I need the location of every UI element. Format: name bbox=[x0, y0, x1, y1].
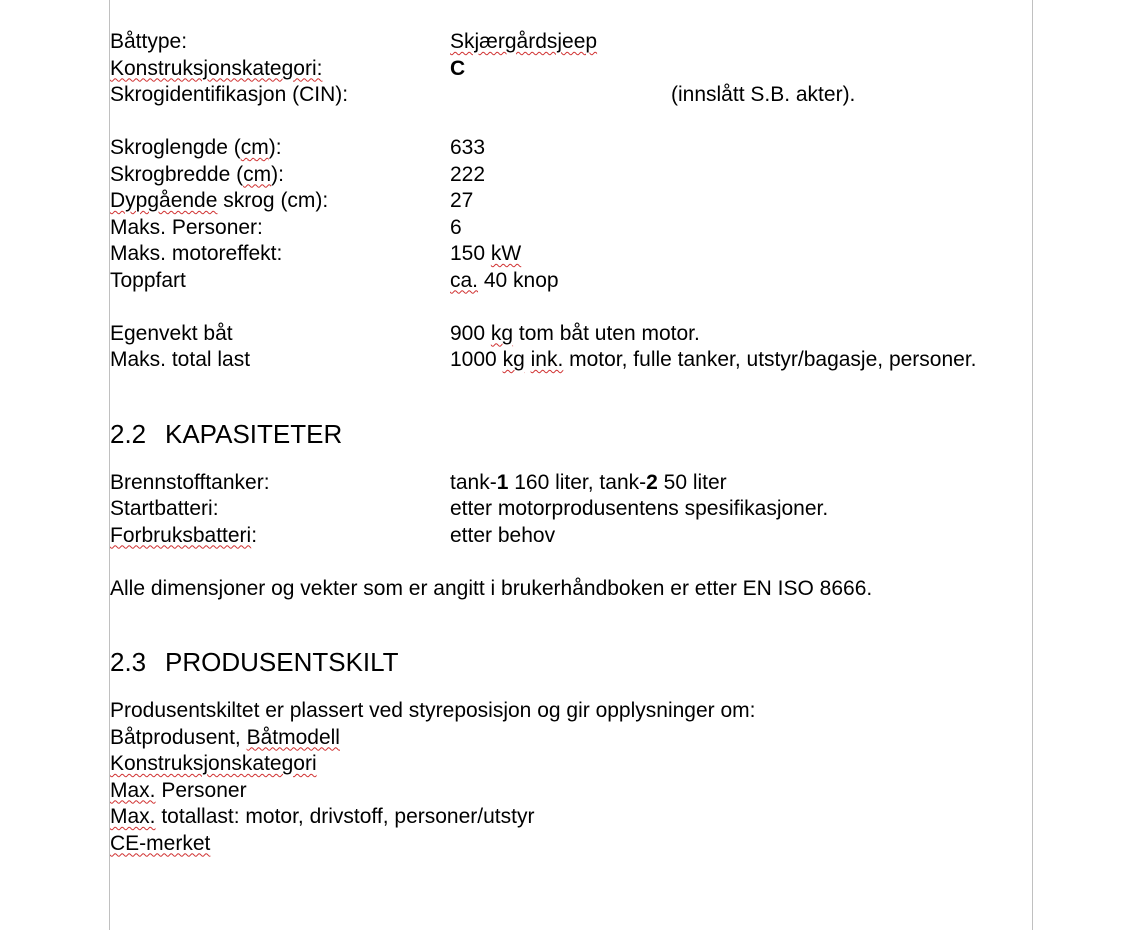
plate-item-category bbox=[110, 751, 1032, 778]
capacity-row-consumer-battery bbox=[110, 523, 1032, 550]
spacer bbox=[110, 602, 1032, 643]
spec-row-speed bbox=[110, 268, 1032, 295]
spec-row-persons bbox=[110, 215, 1032, 242]
width-label-end: ): bbox=[271, 162, 284, 186]
load-value-unit: kg bbox=[502, 348, 525, 371]
spec-row-power bbox=[110, 241, 1032, 268]
fuel-tank1-number: 1 bbox=[496, 470, 509, 494]
power-label: Maks. motoreffekt: bbox=[110, 242, 283, 265]
plate-item-total-load-text: totallast: motor, drivstoff, personer/utstyr bbox=[155, 805, 535, 828]
plate-item-category-text: Konstruksjonskategori bbox=[110, 752, 317, 775]
length-label-unit: cm bbox=[240, 136, 269, 159]
document-page bbox=[110, 29, 1032, 857]
fuel-tank2-volume: 50 liter bbox=[657, 470, 727, 494]
width-value: 222 bbox=[450, 162, 486, 186]
cin-label: Skrogidentifikasjon (CIN): bbox=[110, 83, 349, 106]
consumer-battery-label-colon: : bbox=[251, 523, 258, 547]
weight-value bbox=[450, 321, 700, 348]
draft-value: 27 bbox=[450, 189, 474, 212]
start-battery-label: Startbatteri: bbox=[110, 497, 219, 520]
start-battery-value: etter motorprodusentens spesifikasjoner. bbox=[450, 497, 829, 520]
spec-row-category bbox=[110, 56, 1032, 83]
spacer bbox=[110, 549, 1032, 576]
spec-row-boat-type bbox=[110, 29, 1032, 56]
speed-value bbox=[450, 268, 559, 295]
fuel-tank2-prefix: 160 liter, tank- bbox=[508, 470, 647, 494]
spacer bbox=[110, 109, 1032, 136]
capacity-row-start-battery bbox=[110, 496, 1032, 523]
load-label: Maks. total last bbox=[110, 348, 251, 371]
draft-label bbox=[110, 188, 328, 215]
heading-capacities-number: 2.2 bbox=[110, 418, 147, 449]
heading-plate-number: 2.3 bbox=[110, 647, 147, 677]
spec-row-cin bbox=[110, 82, 1032, 109]
plate-item-persons-max: Max. bbox=[110, 778, 156, 802]
plate-item-total-load-max: Max. bbox=[110, 805, 156, 828]
plate-item-manufacturer-text: Båtprodusent, bbox=[110, 725, 247, 749]
width-label bbox=[110, 162, 284, 189]
spec-row-load bbox=[110, 347, 1032, 374]
spacer bbox=[110, 681, 1032, 698]
draft-label-word: Dypgående bbox=[110, 189, 218, 212]
speed-value-ca: ca. bbox=[450, 268, 479, 292]
fuel-value bbox=[450, 470, 727, 497]
consumer-battery-label bbox=[110, 523, 257, 550]
spec-row-width bbox=[110, 162, 1032, 189]
speed-value-rest: 40 knop bbox=[478, 268, 559, 292]
draft-label-rest: skrog (cm): bbox=[217, 189, 329, 212]
heading-manufacturer-plate bbox=[110, 643, 1032, 681]
heading-capacities bbox=[110, 415, 1032, 453]
weight-label: Egenvekt båt bbox=[110, 321, 233, 345]
category-value bbox=[450, 56, 465, 83]
length-value: 633 bbox=[450, 136, 486, 159]
length-label-text: Skroglengde ( bbox=[110, 136, 241, 159]
spec-row-draft bbox=[110, 188, 1032, 215]
persons-label: Maks. Personer: bbox=[110, 215, 263, 239]
load-value-ink: ink. bbox=[530, 348, 564, 371]
weight-value-unit: kg bbox=[490, 321, 514, 345]
spacer bbox=[110, 294, 1032, 321]
cin-note: (innslått S.B. akter). bbox=[671, 83, 856, 106]
plate-item-ce-mark-text: CE-merket bbox=[110, 831, 211, 855]
heading-capacities-title: KAPASITETER bbox=[165, 418, 343, 449]
width-label-text: Skrogbredde ( bbox=[110, 162, 244, 186]
power-value bbox=[450, 241, 521, 268]
category-value-bold: C bbox=[450, 56, 466, 80]
fuel-tank2-number: 2 bbox=[646, 470, 658, 494]
persons-value: 6 bbox=[450, 215, 462, 239]
power-value-unit: kW bbox=[490, 242, 522, 265]
width-label-unit: cm bbox=[243, 162, 272, 186]
spacer bbox=[110, 374, 1032, 415]
consumer-battery-label-text: Forbruksbatteri bbox=[110, 523, 252, 547]
fuel-label: Brennstofftanker: bbox=[110, 470, 270, 494]
plate-item-model: Båtmodell bbox=[246, 725, 340, 749]
boat-type-label: Båttype: bbox=[110, 30, 188, 53]
plate-item-ce-mark bbox=[110, 831, 1032, 858]
capacity-row-fuel bbox=[110, 470, 1032, 497]
load-value-rest: motor, fulle tanker, utstyr/bagasje, personer. bbox=[563, 348, 977, 371]
plate-item-total-load bbox=[110, 804, 1032, 831]
spec-row-weight bbox=[110, 321, 1032, 348]
fuel-tank1-prefix: tank- bbox=[450, 470, 497, 494]
speed-label: Toppfart bbox=[110, 268, 186, 292]
spec-row-length bbox=[110, 135, 1032, 162]
length-label-end: ): bbox=[268, 136, 282, 159]
weight-value-rest: tom båt uten motor. bbox=[513, 321, 700, 345]
load-value-num: 1000 bbox=[450, 348, 503, 371]
plate-intro: Produsentskiltet er plassert ved styreposisjon og gir opplysninger om: bbox=[110, 699, 756, 722]
boat-type-value: Skjærgårdsjeep bbox=[450, 30, 598, 53]
plate-item-manufacturer bbox=[110, 725, 1032, 752]
spacer bbox=[110, 453, 1032, 470]
power-value-number: 150 bbox=[450, 242, 491, 265]
right-page-margin bbox=[1032, 0, 1033, 930]
consumer-battery-value: etter behov bbox=[450, 523, 556, 547]
load-value bbox=[450, 347, 977, 374]
category-label: Konstruksjonskategori: bbox=[110, 56, 323, 80]
plate-item-persons bbox=[110, 778, 1032, 805]
plate-item-persons-text: Personer bbox=[155, 778, 247, 802]
dimensions-note: Alle dimensjoner og vekter som er angitt i brukerhåndboken er etter EN ISO 8666. bbox=[110, 576, 873, 600]
heading-plate-title: PRODUSENTSKILT bbox=[165, 647, 399, 677]
length-label bbox=[110, 135, 282, 162]
weight-value-num: 900 bbox=[450, 321, 491, 345]
